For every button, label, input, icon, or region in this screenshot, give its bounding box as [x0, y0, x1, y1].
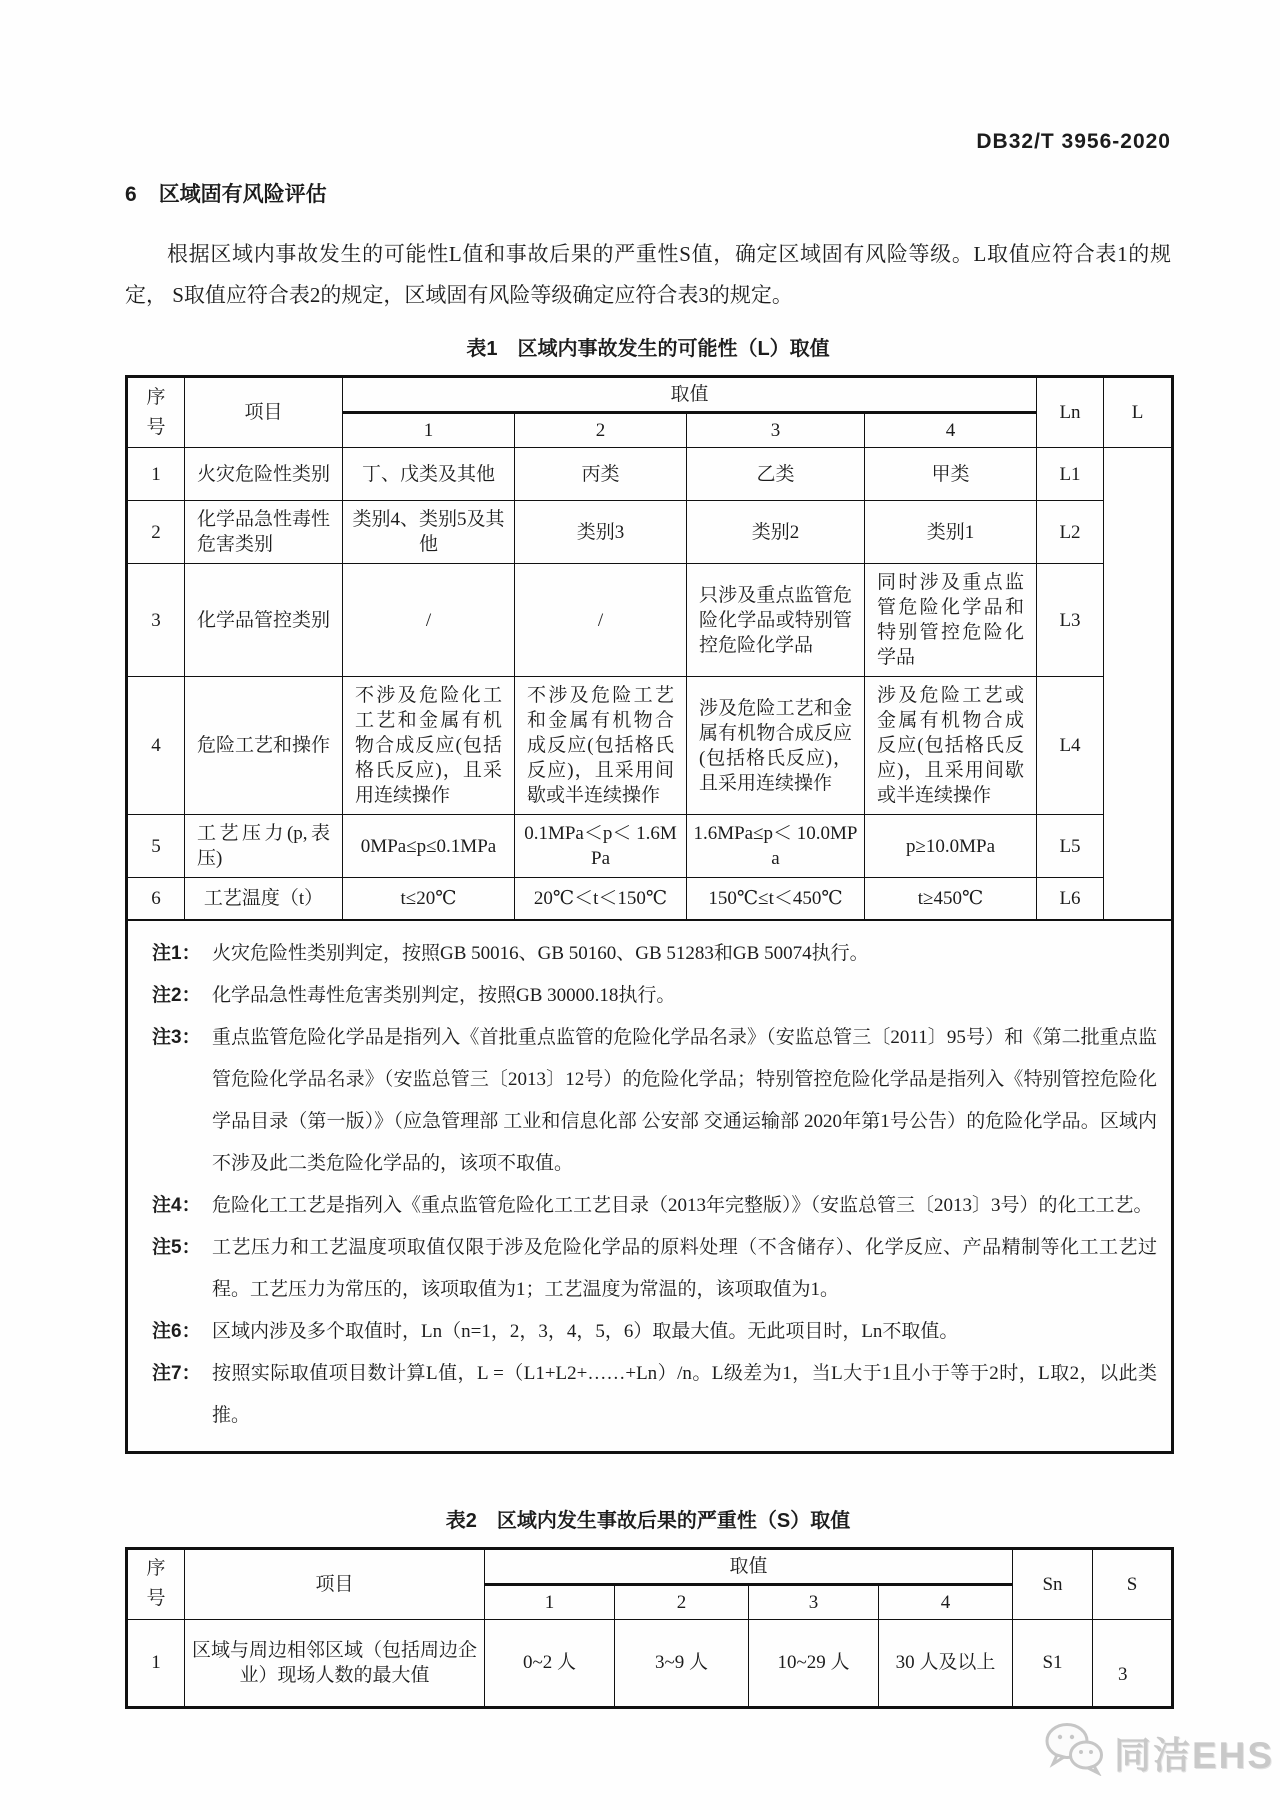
table2-header-s: S — [1093, 1548, 1173, 1619]
table1-likelihood-l — [125, 375, 1174, 1454]
cell-value: 丙类 — [515, 448, 687, 501]
note-text: 火灾危险性类别判定，按照GB 50016、GB 50160、GB 51283和GB 50074执行。 — [212, 942, 869, 964]
cell-item: 区域与周边相邻区域（包括周边企业）现场人数的最大值 — [185, 1619, 485, 1707]
cell-item: 化学品管控类别 — [185, 564, 343, 677]
note-text: 重点监管危险化学品是指列入《首批重点监管的危险化学品名录》（安监总管三〔2011〕95号）和《第二批重点监管危险化学品名录》（安监总管三〔2013〕12号）的危险化学品；特别管控危险化学品是指列入《特别管控危险化学品目录（第一版）》（应急管理部 工业和信息化部 公安部 交通运输部 2020年第1号公告）的危险化学品。区域内不涉及此二类危险化学品的，该项不取值。 — [212, 1026, 1158, 1174]
note-label: 注7： — [152, 1362, 201, 1384]
table-row — [127, 878, 1173, 920]
cell-item: 化学品急性毒性危害类别 — [185, 501, 343, 564]
cell-value: 类别3 — [515, 501, 687, 564]
cell-seq: 4 — [127, 677, 185, 815]
cell-value: 不涉及危险工艺和金属有机物合成反应(包括格氏反应)，且采用间歇或半连续操作 — [515, 677, 687, 815]
cell-value: 丁、戊类及其他 — [343, 448, 515, 501]
section-heading — [125, 178, 1171, 208]
cell-value: 3~9 人 — [615, 1619, 749, 1707]
intro-paragraph: 根据区域内事故发生的可能性L值和事故后果的严重性S值，确定区域固有风险等级。L取值应符合表1的规定， S取值应符合表2的规定，区域固有风险等级确定应符合表3的规定。 — [125, 242, 1171, 307]
cell-value: 同时涉及重点监管危险化学品和特别管控危险化学品 — [865, 564, 1037, 677]
cell-value: 0MPa≤p≤0.1MPa — [343, 815, 515, 878]
standard-code: DB32/T 3956-2020 — [976, 130, 1171, 153]
cell-ln: L3 — [1037, 564, 1104, 677]
watermark — [1044, 1722, 1274, 1781]
note-item — [152, 933, 1157, 975]
cell-value: 0~2 人 — [485, 1619, 615, 1707]
note-text: 按照实际取值项目数计算L值，L =（L1+L2+……+Ln）/n。L级差为1，当L大于1且小于等于2时，L取2，以此类推。 — [212, 1362, 1158, 1426]
table2-header-col4: 4 — [879, 1584, 1013, 1619]
table-row — [127, 677, 1173, 815]
cell-ln: L1 — [1037, 448, 1104, 501]
note-text: 工艺压力和工艺温度项取值仅限于涉及危险化学品的原料处理（不含储存）、化学反应、产品精制等化工工艺过程。工艺压力为常压的，该项取值为1；工艺温度为常温的，该项取值为1。 — [212, 1236, 1158, 1300]
cell-value: t≥450℃ — [865, 878, 1037, 920]
table1-header-col2: 2 — [515, 413, 687, 448]
table2-header-item: 项目 — [185, 1548, 485, 1619]
note-item — [152, 975, 1157, 1017]
cell-value: / — [343, 564, 515, 677]
cell-ln: L2 — [1037, 501, 1104, 564]
cell-seq: 3 — [127, 564, 185, 677]
table1-header-seq: 序号 — [127, 377, 185, 448]
cell-item: 工艺温度（t） — [185, 878, 343, 920]
note-item — [152, 1227, 1157, 1311]
cell-s-merged — [1093, 1619, 1173, 1707]
note-label: 注5： — [152, 1236, 201, 1258]
table-row — [127, 1619, 1173, 1707]
table1-notes-block — [127, 920, 1173, 1453]
cell-value: p≥10.0MPa — [865, 815, 1037, 878]
table2-header-col3: 3 — [749, 1584, 879, 1619]
wechat-icon — [1044, 1722, 1104, 1781]
cell-seq: 5 — [127, 815, 185, 878]
section-title: 区域固有风险评估 — [158, 183, 327, 206]
note-label: 注1： — [152, 942, 201, 964]
cell-l-merged — [1104, 448, 1173, 920]
note-text: 危险化工工艺是指列入《重点监管危险化工工艺目录（2013年完整版）》（安监总管三〔2013〕3号）的化工工艺。 — [212, 1194, 1153, 1216]
cell-sn: S1 — [1013, 1619, 1093, 1707]
cell-ln: L4 — [1037, 677, 1104, 815]
cell-value: 甲类 — [865, 448, 1037, 501]
table2-caption: 表2 区域内发生事故后果的严重性（S）取值 — [445, 1509, 851, 1532]
section-number: 6 — [125, 183, 137, 206]
cell-ln: L6 — [1037, 878, 1104, 920]
note-label: 注4： — [152, 1194, 201, 1216]
cell-value: / — [515, 564, 687, 677]
table2-header-sn: Sn — [1013, 1548, 1093, 1619]
table1-header-l: L — [1104, 377, 1173, 448]
note-text: 区域内涉及多个取值时，Ln（n=1，2，3，4，5，6）取最大值。无此项目时，Ln不取值。 — [212, 1320, 959, 1342]
cell-seq: 6 — [127, 878, 185, 920]
cell-value: 类别1 — [865, 501, 1037, 564]
cell-value: 1.6MPa≤p＜ 10.0MPa — [687, 815, 865, 878]
table-row — [127, 448, 1173, 501]
note-label: 注3： — [152, 1026, 201, 1048]
cell-value: 30 人及以上 — [879, 1619, 1013, 1707]
table-row — [127, 815, 1173, 878]
table2-header-value: 取值 — [485, 1548, 1013, 1584]
table2-severity-s — [125, 1547, 1174, 1709]
table1-caption: 表1 区域内事故发生的可能性（L）取值 — [466, 338, 830, 360]
cell-value: 不涉及危险化工工艺和金属有机物合成反应(包括格氏反应)，且采用连续操作 — [343, 677, 515, 815]
cell-item: 工艺压力(p,表压) — [185, 815, 343, 878]
cell-value: 20℃＜t＜150℃ — [515, 878, 687, 920]
cell-seq: 1 — [127, 1619, 185, 1707]
table1-header-item: 项目 — [185, 377, 343, 448]
note-item — [152, 1017, 1157, 1185]
cell-value: 类别4、类别5及其他 — [343, 501, 515, 564]
note-item — [152, 1185, 1157, 1227]
note-item — [152, 1311, 1157, 1353]
cell-value: 只涉及重点监管危险化学品或特别管控危险化学品 — [687, 564, 865, 677]
cell-value: 乙类 — [687, 448, 865, 501]
table1-header-ln: Ln — [1037, 377, 1104, 448]
cell-value: t≤20℃ — [343, 878, 515, 920]
cell-value: 类别2 — [687, 501, 865, 564]
watermark-text: 同洁EHS — [1114, 1734, 1275, 1776]
note-item — [152, 1353, 1157, 1437]
cell-item: 危险工艺和操作 — [185, 677, 343, 815]
cell-value: 涉及危险工艺或金属有机物合成反应(包括格氏反应)，且采用间歇或半连续操作 — [865, 677, 1037, 815]
table2-header-col2: 2 — [615, 1584, 749, 1619]
table1-header-col3: 3 — [687, 413, 865, 448]
cell-value: 0.1MPa＜p＜ 1.6MPa — [515, 815, 687, 878]
table1-header-col4: 4 — [865, 413, 1037, 448]
note-text: 化学品急性毒性危害类别判定，按照GB 30000.18执行。 — [212, 984, 676, 1006]
note-label: 注6： — [152, 1320, 201, 1342]
cell-seq: 2 — [127, 501, 185, 564]
cell-value: 150℃≤t＜450℃ — [687, 878, 865, 920]
cell-value: 10~29 人 — [749, 1619, 879, 1707]
table2-header-col1: 1 — [485, 1584, 615, 1619]
table-row — [127, 501, 1173, 564]
cell-ln: L5 — [1037, 815, 1104, 878]
table1-notes-row — [127, 920, 1173, 1453]
table1-header-col1: 1 — [343, 413, 515, 448]
table-row — [127, 564, 1173, 677]
cell-item: 火灾危险性类别 — [185, 448, 343, 501]
table2-header-seq: 序号 — [127, 1548, 185, 1619]
note-label: 注2： — [152, 984, 201, 1006]
page-number: 3 — [1118, 1664, 1128, 1685]
cell-value: 涉及危险工艺和金属有机物合成反应(包括格氏反应)，且采用连续操作 — [687, 677, 865, 815]
table1-header-value: 取值 — [343, 377, 1037, 413]
page-content — [125, 0, 1171, 1709]
cell-seq: 1 — [127, 448, 185, 501]
